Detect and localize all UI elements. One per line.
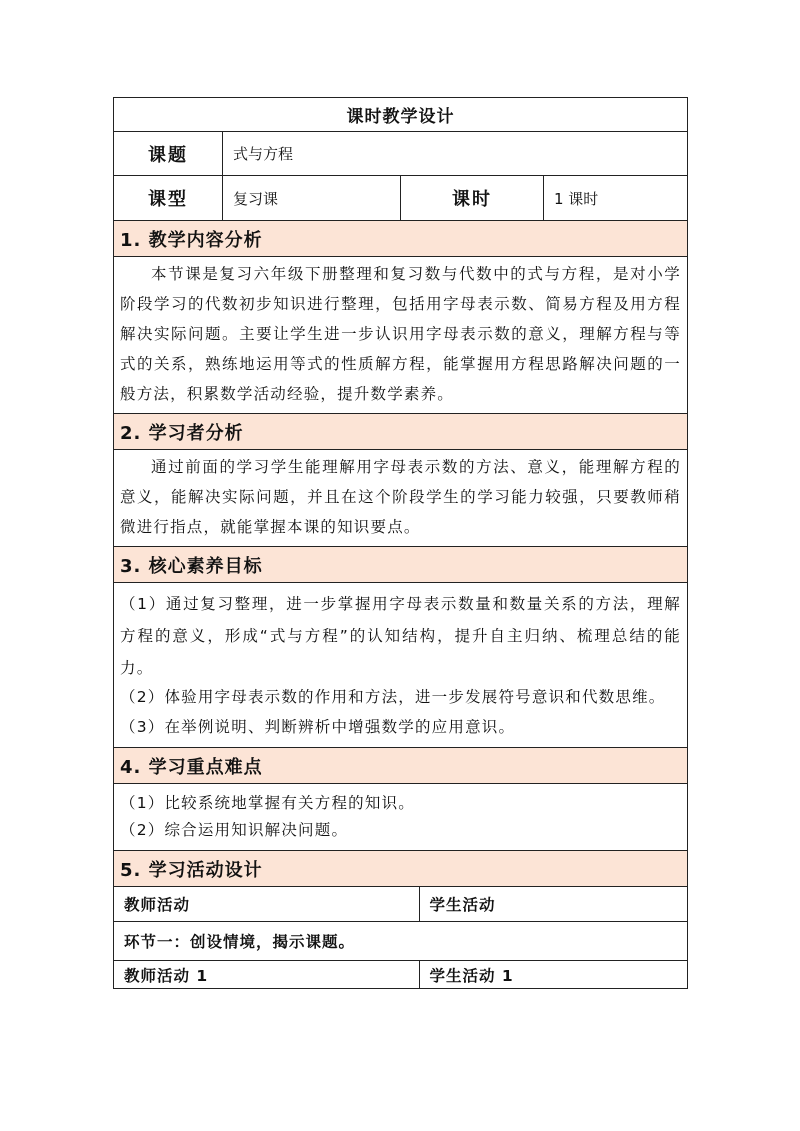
topic-label: 课题 <box>114 132 223 176</box>
section-heading-core-goals: 3. 核心素养目标 <box>114 547 688 583</box>
teacher-activity-header: 教师活动 <box>114 887 419 922</box>
lesson-plan-document <box>113 97 687 989</box>
content-analysis-body <box>114 257 688 414</box>
activity-design-table-wrap <box>114 887 688 989</box>
period-label: 课时 <box>401 176 544 221</box>
teacher-activity-1: 教师活动 1 <box>114 961 419 989</box>
core-goal-item: （1）通过复习整理，进一步掌握用字母表示数量和数量关系的方法，理解方程的意义，形成“式与方程”的认知结构，提升自主归纳、梳理总结的能力。 <box>120 595 681 677</box>
section-heading-key-points: 4. 学习重点难点 <box>114 748 688 784</box>
type-label: 课型 <box>114 176 223 221</box>
type-value: 复习课 <box>223 176 401 221</box>
learner-analysis-paragraph: 通过前面的学习学生能理解用字母表示数的方法、意义，能理解方程的意义，能解决实际问题，并且在这个阶段学生的学习能力较强，只要教师稍微进行指点，就能掌握本课的知识要点。 <box>120 458 681 536</box>
stage-1-heading: 环节一：创设情境，揭示课题。 <box>114 922 688 961</box>
topic-value: 式与方程 <box>223 132 688 176</box>
activity-design-table <box>114 887 688 988</box>
lesson-plan-table <box>113 97 688 989</box>
content-analysis-paragraph: 本节课是复习六年级下册整理和复习数与代数中的式与方程，是对小学阶段学习的代数初步知识进行整理，包括用字母表示数、简易方程及用方程解决实际问题。主要让学生进一步认识用字母表示数的意义，理解方程与等式的关系，熟练地运用等式的性质解方程，能掌握用方程思路解决问题的一般方法，积累数学活动经验，提升数学素养。 <box>120 265 681 403</box>
core-goal-item: （3）在举例说明、判断辨析中增强数学的应用意识。 <box>120 718 516 736</box>
learner-analysis-body <box>114 450 688 547</box>
student-activity-header: 学生活动 <box>419 887 688 922</box>
period-value: 1 课时 <box>544 176 688 221</box>
section-heading-activity-design: 5. 学习活动设计 <box>114 851 688 887</box>
section-heading-learner-analysis: 2. 学习者分析 <box>114 414 688 450</box>
core-goals-body <box>114 583 688 748</box>
section-heading-content-analysis: 1. 教学内容分析 <box>114 221 688 257</box>
core-goal-item: （2）体验用字母表示数的作用和方法，进一步发展符号意识和代数思维。 <box>120 688 666 706</box>
key-points-body <box>114 784 688 851</box>
document-title: 课时教学设计 <box>114 98 688 132</box>
student-activity-1: 学生活动 1 <box>419 961 688 989</box>
key-point-item: （1）比较系统地掌握有关方程的知识。 <box>120 794 415 812</box>
key-point-item: （2）综合运用知识解决问题。 <box>120 821 349 839</box>
